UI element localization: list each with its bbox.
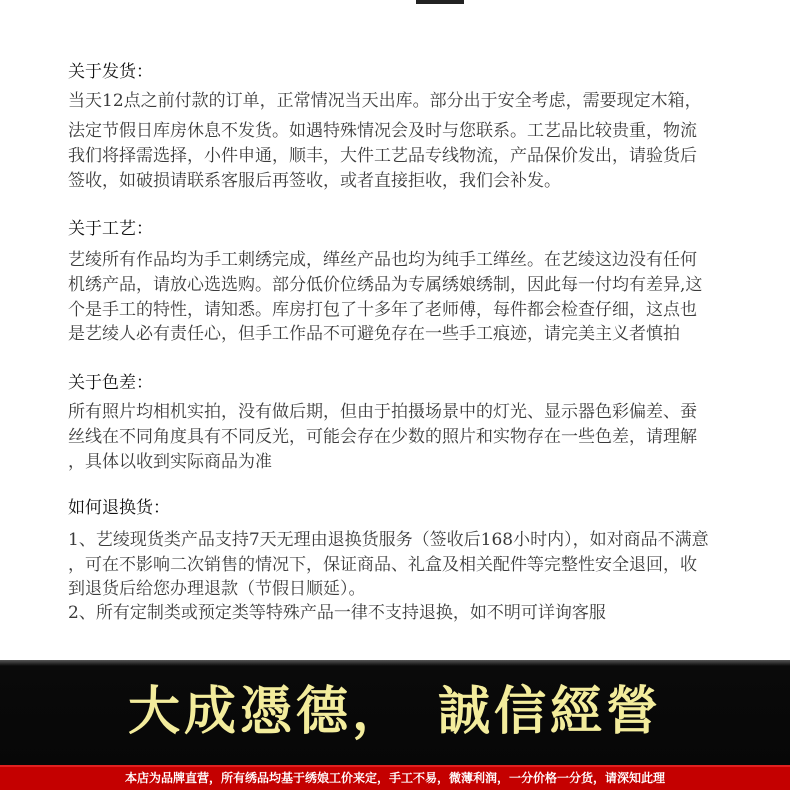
text-line: 所有照片均相机实拍，没有做后期，但由于拍摄场景中的灯光、显示器色彩偏差、蚕 xyxy=(68,402,697,422)
text-line: 1、艺绫现货类产品支持7天无理由退换货服务（签收后168小时内），如对商品不满意 xyxy=(68,530,709,550)
text-line: 到退货后给您办理退款（节假日顺延）。 xyxy=(68,579,366,599)
text-line: 2、所有定制类或预定类等特殊产品一律不支持退换，如不明可详询客服 xyxy=(68,603,606,623)
footer-bar xyxy=(0,765,790,790)
text-line: 法定节假日库房休息不发货。如遇特殊情况会及时与您联系。工艺品比较贵重，物流 xyxy=(68,121,697,141)
text-line: 是艺绫人必有责任心，但手工作品不可避免存在一些手工痕迹，请完美主义者慎拍 xyxy=(68,324,680,344)
section-heading-shipping: 关于发货： xyxy=(68,62,153,82)
text-line: 签收，如破损请联系客服后再签收，或者直接拒收，我们会补发。 xyxy=(68,171,561,191)
text-line: ，可在不影响二次销售的情况下，保证商品、礼盒及相关配件等完整性安全退回，收 xyxy=(68,555,697,575)
footer-text: 本店为品牌直营，所有绣品均基于绣娘工价来定，手工不易，微薄利润，一分价格一分货，请深知此理 xyxy=(124,771,665,785)
text-line: 丝线在不同角度具有不同反光，可能会存在少数的照片和实物存在一些色差，请理解 xyxy=(68,427,697,447)
slogan-banner xyxy=(0,660,790,765)
text-line: ，具体以收到实际商品为准 xyxy=(68,452,272,472)
text-line: 机绣产品，请放心选选购。部分低价位绣品为专属绣娘绣制，因此每一付均有差异,这 xyxy=(68,275,703,295)
section-heading-craft: 关于工艺： xyxy=(68,219,153,239)
text-line: 艺绫所有作品均为手工刺绣完成，缂丝产品也均为纯手工缂丝。在艺绫这边没有任何 xyxy=(68,250,697,270)
section-heading-color: 关于色差： xyxy=(68,373,153,393)
slogan-text: 大成憑德， 誠信經營 xyxy=(127,682,662,742)
section-heading-returns: 如何退换货： xyxy=(68,498,170,518)
text-line: 当天12点之前付款的订单，正常情况当天出库。部分出于安全考虑，需要现定木箱， xyxy=(68,91,702,111)
text-line: 我们将择需选择，小件申通，顺丰，大件工艺品专线物流，产品保价发出，请验货后 xyxy=(68,146,697,166)
cropped-top-heading xyxy=(416,0,464,4)
text-line: 个是手工的特性，请知悉。库房打包了十多年了老师傅，每件都会检查仔细，这点也 xyxy=(68,300,697,320)
